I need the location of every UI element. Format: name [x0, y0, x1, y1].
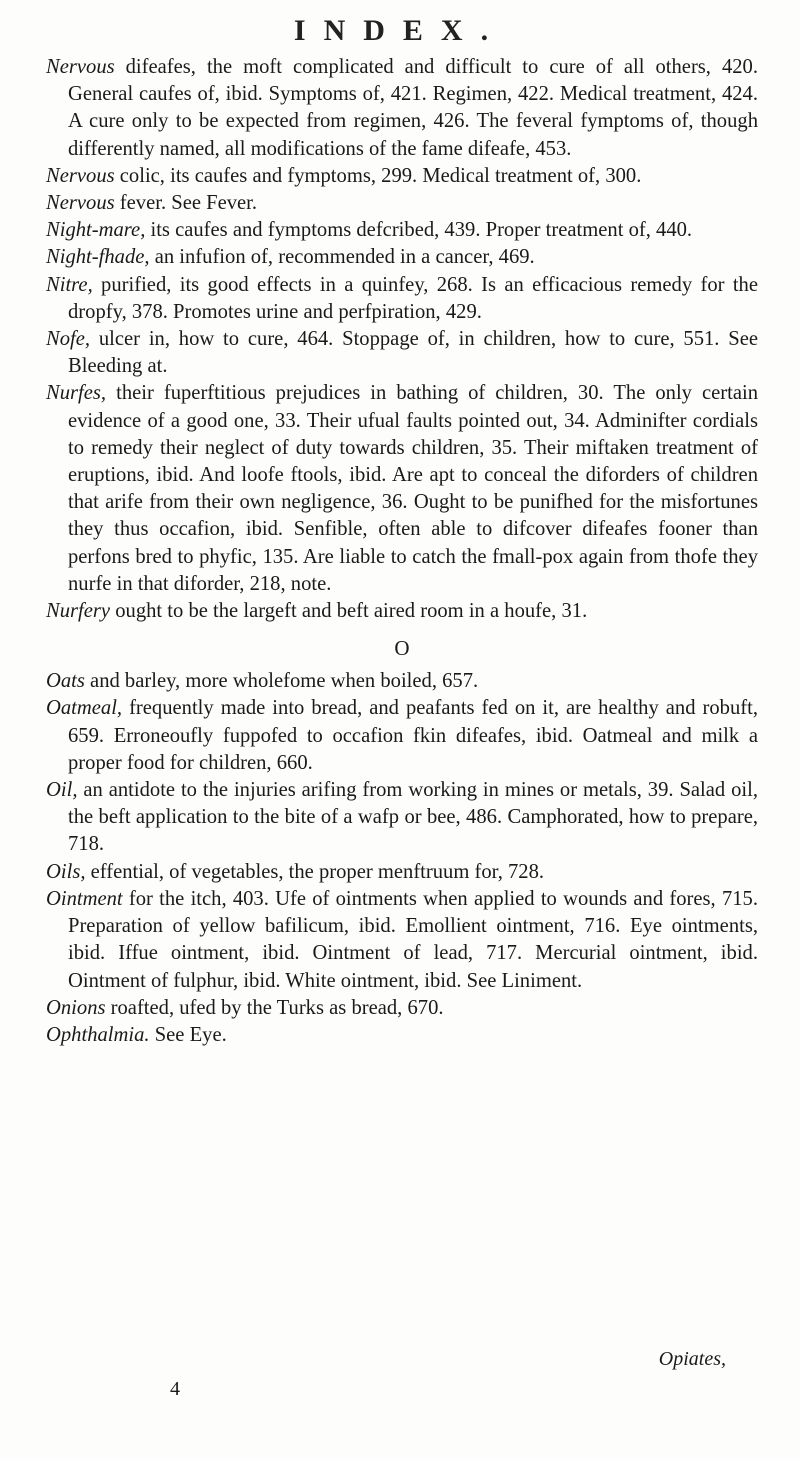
entry-headword: Oats [46, 670, 85, 693]
entry-text: and barley, more wholefome when boiled, 657. [84, 670, 479, 693]
section-letter: O [394, 636, 410, 661]
index-entry [46, 668, 758, 695]
entry-headword: Night-fhade, [46, 246, 150, 269]
entry-text: effential, of vegetables, the proper menftruum for, 728. [85, 860, 545, 883]
index-entry [46, 326, 758, 380]
entry-headword: Nurfery [46, 600, 111, 623]
index-entry [46, 244, 758, 271]
entry-text: roafted, ufed by the Turks as bread, 670. [105, 996, 444, 1019]
entry-headword: Nofe, [46, 328, 91, 351]
index-entry [46, 1022, 758, 1049]
entry-text: ought to be the largeft and beft aired room in a houfe, 31. [110, 600, 588, 623]
index-entry [46, 272, 758, 326]
entry-headword: Nervous [46, 56, 115, 78]
entry-headword: Ointment [46, 887, 123, 910]
entry-text: its caufes and fymptoms defcribed, 439. Proper treatment of, 440. [145, 219, 693, 242]
entry-headword: Nervous [46, 164, 115, 187]
entry-headword: Ophthalmia. [46, 1023, 150, 1046]
entry-headword: Nurfes, [46, 382, 107, 405]
page-header: INDEX. [293, 14, 507, 47]
index-entry [46, 190, 758, 217]
index-entry [46, 995, 758, 1022]
index-entries [46, 54, 758, 1049]
index-entry [46, 777, 758, 859]
entry-text: their fuperftitious prejudices in bathing of children, 30. The only certain evidence of a good one, 33. Their ufual faults pointed out, 34. Adminifter cordials to remedy their neglect of duty towards children, 35. Their miftaken treatment of eruptions, ibid. And loofe ftools, ibid. Are apt to conceal the diforders of children that arife from their own negligence, 36. Ought to be punifhed for the misfortunes they thus occafion, ibid. Senfible, often able to difcover difeafes fooner than perfons bred to phyfic, 135. Are liable to catch the fmall-pox again from thofe they nurfe in that diforder, 218, note. [68, 382, 758, 595]
signature-mark: 4 [170, 1378, 180, 1400]
entry-text: an infufion of, recommended in a cancer, 469. [149, 246, 535, 269]
index-entry [46, 695, 758, 777]
entry-text: an antidote to the injuries arifing from working in mines or metals, 39. Salad oil, the beft application to the bite of a wafp or bee, 486. Camphorated, how to prepare, 718. [68, 779, 758, 856]
index-entry [46, 380, 758, 598]
entry-headword: Onions [46, 996, 106, 1019]
entry-headword: Oils, [46, 860, 86, 883]
index-entry [46, 859, 758, 886]
index-entry [46, 886, 758, 995]
entry-text: See Eye. [149, 1023, 227, 1046]
entry-text: difeafes, the moft complicated and difficult to cure of all others, 420. General caufes of, ibid. Symptoms of, 421. Regimen, 422. Medical treatment, 424. A cure only to be expected from regimen, 426. The feveral fymptoms of, though differently named, all modifications of the fame difeafe, 453. [68, 56, 758, 160]
entry-text: frequently made into bread, and peafants fed on it, are healthy and robuft, 659. Erroneoufly fuppofed to occafion fkin difeafes, ibid. Oatmeal and milk a proper food for children, 660. [68, 697, 758, 774]
entry-headword: Oil, [46, 779, 78, 802]
entry-text: colic, its caufes and fymptoms, 299. Medical treatment of, 300. [114, 164, 642, 187]
catchword: Opiates, [658, 1348, 726, 1370]
entry-headword: Nervous [46, 192, 115, 215]
entry-text: ulcer in, how to cure, 464. Stoppage of, in children, how to cure, 551. See Bleeding at. [68, 328, 758, 378]
entry-text: for the itch, 403. Ufe of ointments when applied to wounds and fores, 715. Preparation of yellow bafilicum, ibid. Emollient ointment, 716. Eye ointments, ibid. Iffue ointment, ibid. Ointment of lead, 717. Mercurial ointment, ibid. Ointment of fulphur, ibid. White ointment, ibid. See Liniment. [68, 887, 758, 992]
index-entry [46, 217, 758, 244]
entry-text: purified, its good effects in a quinfey, 268. Is an efficacious remedy for the dropfy, 378. Promotes urine and perfpiration, 429. [68, 273, 758, 323]
index-entry [46, 54, 758, 163]
entry-headword: Night-mare, [46, 219, 146, 242]
entry-headword: Oatmeal, [46, 697, 123, 720]
entry-text: fever. See Fever. [114, 192, 258, 215]
index-entry [46, 598, 758, 625]
index-entry [46, 163, 758, 190]
entry-headword: Nitre, [46, 273, 93, 296]
